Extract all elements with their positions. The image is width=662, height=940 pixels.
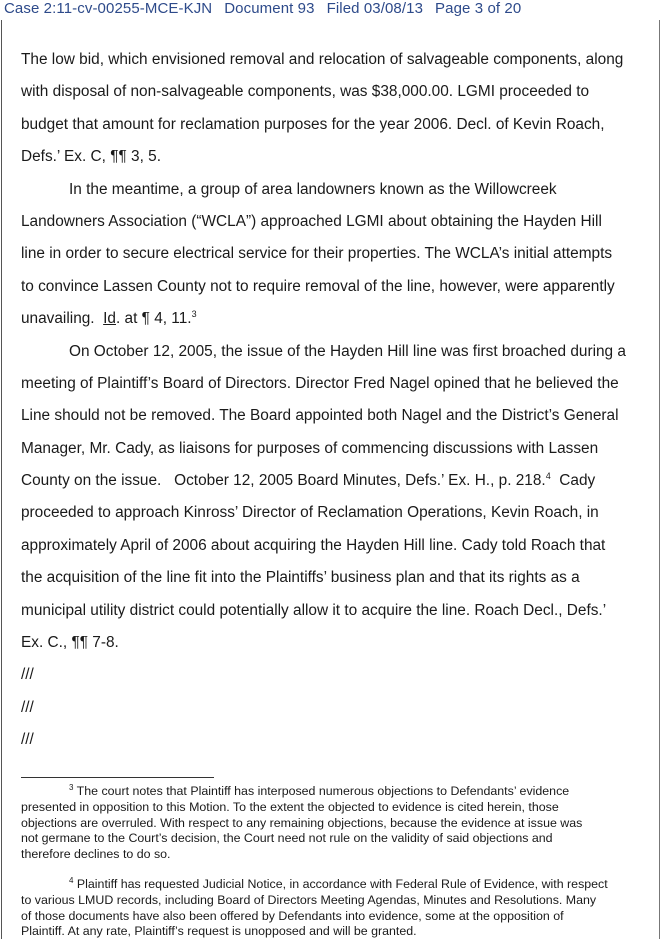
body-text xyxy=(21,44,661,757)
document-number: Document 93 xyxy=(224,0,315,17)
text-line: meeting of Plaintiff’s Board of Directors. Director Fred Nagel opined that he believed the xyxy=(21,374,619,392)
text-line: Ex. C., ¶¶ 7-8. xyxy=(21,634,119,652)
page-header xyxy=(4,0,533,20)
footnote-reference: 3 xyxy=(191,309,197,320)
footnote-mark: 4 xyxy=(69,876,74,885)
text-segment: County on the issue. October 12, 2005 Board Minutes, Defs.’ Ex. H., p. 218. xyxy=(21,472,546,490)
text-line: In the meantime, a group of area landowners known as the Willowcreek xyxy=(69,180,557,198)
text-line: municipal utility district could potentially allow it to acquire the line. Roach Decl., Defs.’ xyxy=(21,601,607,619)
footnote-line: presented in opposition to this Motion. To the extent the objected to evidence is cited herein, those xyxy=(21,799,559,814)
text-line: approximately April of 2006 about acquiring the Hayden Hill line. Cady told Roach that xyxy=(21,536,606,554)
section-slash-mark: /// xyxy=(21,731,34,749)
text-line xyxy=(21,303,661,335)
text-line: line in order to secure electrical service for their properties. The WCLA’s initial attempts xyxy=(21,245,613,263)
footnote-mark: 3 xyxy=(69,783,74,792)
footnote-line: Plaintiff. At any rate, Plaintiff’s request is unopposed and will be granted. xyxy=(21,924,417,939)
footnote-line xyxy=(21,784,661,800)
footnote-4 xyxy=(21,877,661,940)
text-line: budget that amount for reclamation purposes for the year 2006. Decl. of Kevin Roach, xyxy=(21,115,605,133)
page-indicator: Page 3 of 20 xyxy=(435,0,522,17)
text-line: proceeded to approach Kinross’ Director of Reclamation Operations, Kevin Roach, in xyxy=(21,504,599,522)
id-citation: Id xyxy=(103,310,116,328)
footnote-line: not germane to the Court’s decision, the Court need not rule on the validity of said objections and xyxy=(21,831,553,846)
footnote-text: Plaintiff has requested Judicial Notice, in accordance with Federal Rule of Evidence, with respect xyxy=(73,877,608,891)
footnote-reference: 4 xyxy=(545,471,551,482)
section-slash-mark: /// xyxy=(21,666,34,684)
footnote-line: therefore declines to do so. xyxy=(21,847,171,862)
text-line: to convince Lassen County not to require removal of the line, however, were apparently xyxy=(21,277,615,295)
text-line: Defs.’ Ex. C, ¶¶ 3, 5. xyxy=(21,148,161,166)
text-line: with disposal of non-salvageable components, was $38,000.00. LGMI proceeded to xyxy=(21,83,590,101)
text-line: Landowners Association (“WCLA”) approached LGMI about obtaining the Hayden Hill xyxy=(21,212,602,230)
footnote-line: objections are overruled. With respect to any remaining objections, because the evidence at issue was xyxy=(21,815,583,830)
footnote-text: The court notes that Plaintiff has interposed numerous objections to Defendants’ evidence xyxy=(73,784,570,798)
footnote-line xyxy=(21,877,661,893)
footnote-line: of those documents have also been offered by Defendants into evidence, some at the opposition of xyxy=(21,908,564,923)
text-segment: unavailing. xyxy=(21,310,104,328)
section-slash-mark: /// xyxy=(21,698,34,716)
text-line: Manager, Mr. Cady, as liaisons for purposes of commencing discussions with Lassen xyxy=(21,439,599,457)
text-line: Line should not be removed. The Board appointed both Nagel and the District’s General xyxy=(21,407,619,425)
case-number: Case 2:11-cv-00255-MCE-KJN xyxy=(4,0,213,17)
footnote-separator xyxy=(21,777,214,778)
text-line xyxy=(21,465,661,497)
filed-date: Filed 03/08/13 xyxy=(326,0,424,17)
text-line: On October 12, 2005, the issue of the Hayden Hill line was first broached during a xyxy=(69,342,626,360)
footnote-line: to various LMUD records, including Board of Directors Meeting Agendas, Minutes and Resolutions. Many xyxy=(21,892,597,907)
text-segment: Cady xyxy=(550,472,596,490)
text-line: the acquisition of the line fit into the Plaintiffs’ business plan and that its rights as a xyxy=(21,569,580,587)
text-line: The low bid, which envisioned removal and relocation of salvageable components, along xyxy=(21,51,624,68)
text-segment: . at ¶ 4, 11. xyxy=(115,310,192,328)
footnote-3 xyxy=(21,784,661,863)
left-margin-rule xyxy=(1,20,2,939)
